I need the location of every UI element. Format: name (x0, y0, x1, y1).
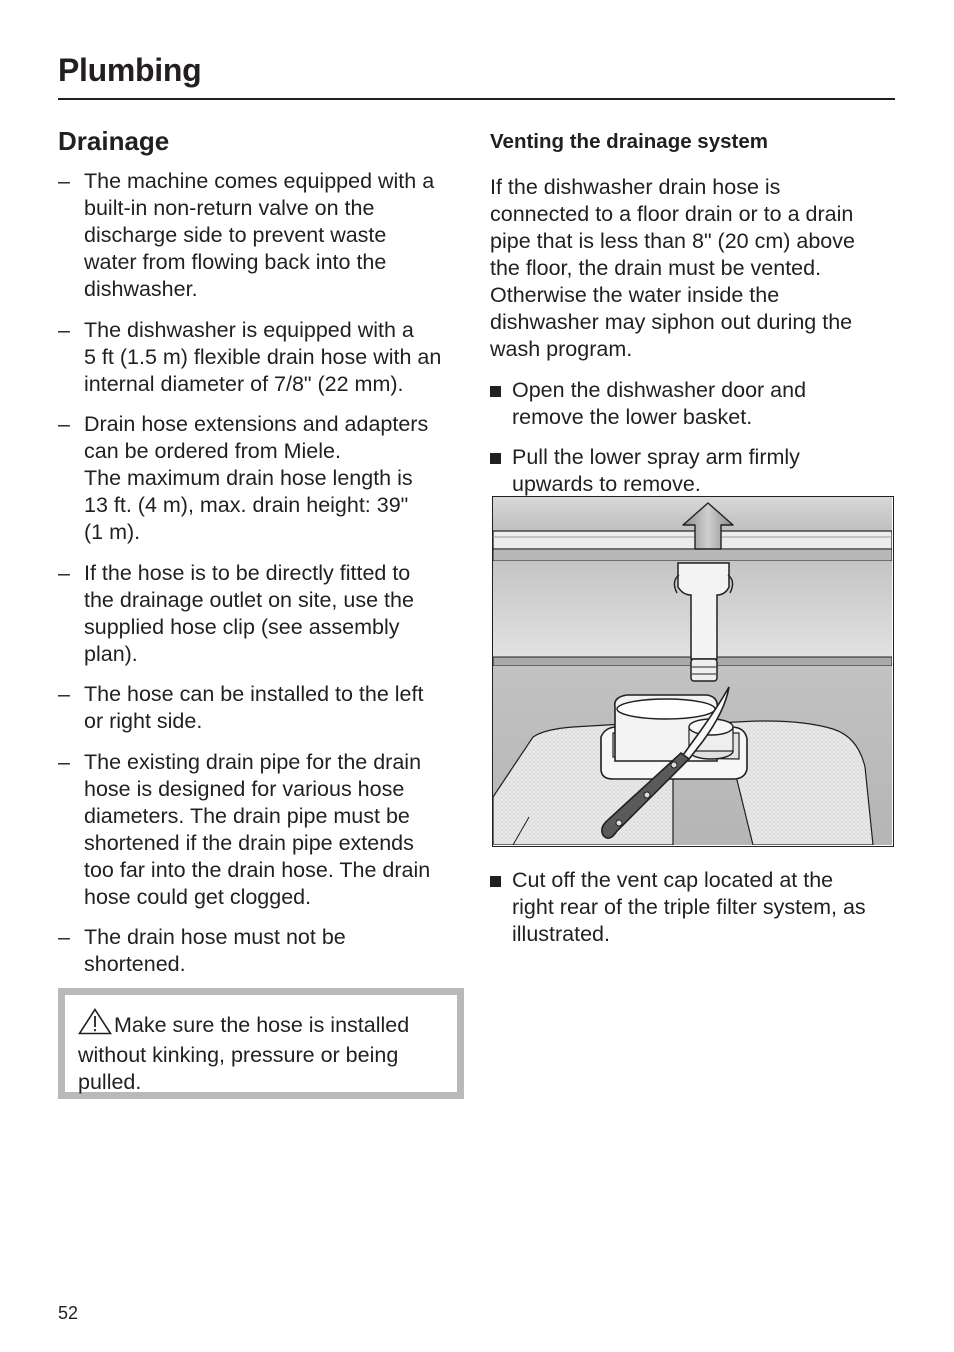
line: If the dishwasher drain hose is (490, 175, 781, 199)
list-item (58, 411, 468, 546)
line: The maximum drain hose length is (84, 466, 413, 490)
warning-triangle-icon (78, 1008, 112, 1042)
line: Open the dishwasher door and (512, 377, 807, 402)
line: The dishwasher is equipped with a (84, 317, 414, 342)
drainage-list (58, 168, 468, 978)
list-item (490, 867, 900, 948)
venting-steps-continued (490, 867, 900, 948)
square-bullet-icon (490, 876, 501, 887)
line: can be ordered from Miele. (84, 439, 341, 463)
line: Pull the lower spray arm firmly (512, 445, 800, 469)
line: upwards to remove. (512, 472, 701, 496)
line: Cut off the vent cap located at the (512, 868, 834, 892)
line: supplied hose clip (see assembly (84, 614, 400, 639)
line: Otherwise the water inside the (490, 283, 780, 307)
line: dishwasher. (84, 277, 198, 301)
line: water from flowing back into the (84, 250, 387, 274)
warning-line: pulled. (78, 1070, 142, 1094)
list-item (58, 560, 468, 668)
line: diameters. The drain pipe must be (84, 803, 410, 828)
line: The machine comes equipped with a (84, 169, 435, 193)
dash-bullet: – (58, 169, 70, 193)
line: hose is designed for various hose (84, 776, 405, 801)
venting-heading: Venting the drainage system (490, 130, 768, 153)
line: the floor, the drain must be vented. (490, 256, 822, 280)
drainage-heading: Drainage (58, 126, 170, 156)
line: The existing drain pipe for the drain (84, 749, 422, 774)
list-item (58, 681, 468, 735)
list-item (490, 444, 900, 498)
line: illustrated. (512, 922, 610, 946)
line: hose could get clogged. (84, 884, 312, 909)
line: connected to a floor drain or to a drain (490, 202, 854, 226)
list-item (58, 924, 468, 978)
venting-intro (490, 174, 900, 363)
line: plan). (84, 641, 138, 666)
square-bullet-icon (490, 386, 501, 397)
spray-arm-illustration (492, 496, 894, 847)
line: too far into the drain hose. The drain (84, 857, 431, 882)
line: (1 m). (84, 520, 141, 544)
list-item (490, 377, 900, 431)
dash-bullet: – (58, 749, 70, 774)
line: shortened if the drain pipe extends (84, 830, 414, 855)
dash-bullet: – (58, 560, 70, 585)
dash-bullet: – (58, 412, 70, 436)
title-divider (58, 98, 895, 100)
line: 5 ft (1.5 m) flexible drain hose with an (84, 344, 442, 369)
drainage-section (58, 124, 468, 992)
line: Drain hose extensions and adapters (84, 412, 429, 436)
line: remove the lower basket. (512, 404, 753, 429)
warning-line: Make sure the hose is installed (114, 1013, 410, 1037)
line: If the hose is to be directly fitted to (84, 560, 411, 585)
warning-line: without kinking, pressure or being (78, 1043, 399, 1067)
venting-section (490, 128, 900, 512)
line: the drainage outlet on site, use the (84, 587, 414, 612)
dash-bullet: – (58, 317, 70, 342)
square-bullet-icon (490, 453, 501, 464)
venting-steps (490, 377, 900, 499)
dash-bullet: – (58, 925, 70, 949)
line: shortened. (84, 952, 186, 976)
page-number: 52 (58, 1303, 79, 1323)
page-title: Plumbing (58, 52, 202, 88)
warning-box (58, 988, 464, 1099)
line: pipe that is less than 8" (20 cm) above (490, 229, 855, 253)
line: The drain hose must not be (84, 925, 346, 949)
line: discharge side to prevent waste (84, 223, 387, 247)
line: right rear of the triple filter system, as (512, 895, 866, 919)
line: or right side. (84, 709, 203, 733)
line: 13 ft. (4 m), max. drain height: 39" (84, 493, 409, 517)
line: built-in non-return valve on the (84, 196, 375, 220)
line: internal diameter of 7/8" (22 mm). (84, 371, 404, 396)
venting-steps-after (490, 867, 900, 962)
line: dishwasher may siphon out during the (490, 310, 853, 334)
list-item (58, 317, 468, 398)
list-item (58, 168, 468, 303)
line: The hose can be installed to the left (84, 682, 424, 706)
line: wash program. (490, 337, 633, 361)
list-item (58, 749, 468, 911)
dash-bullet: – (58, 682, 70, 706)
